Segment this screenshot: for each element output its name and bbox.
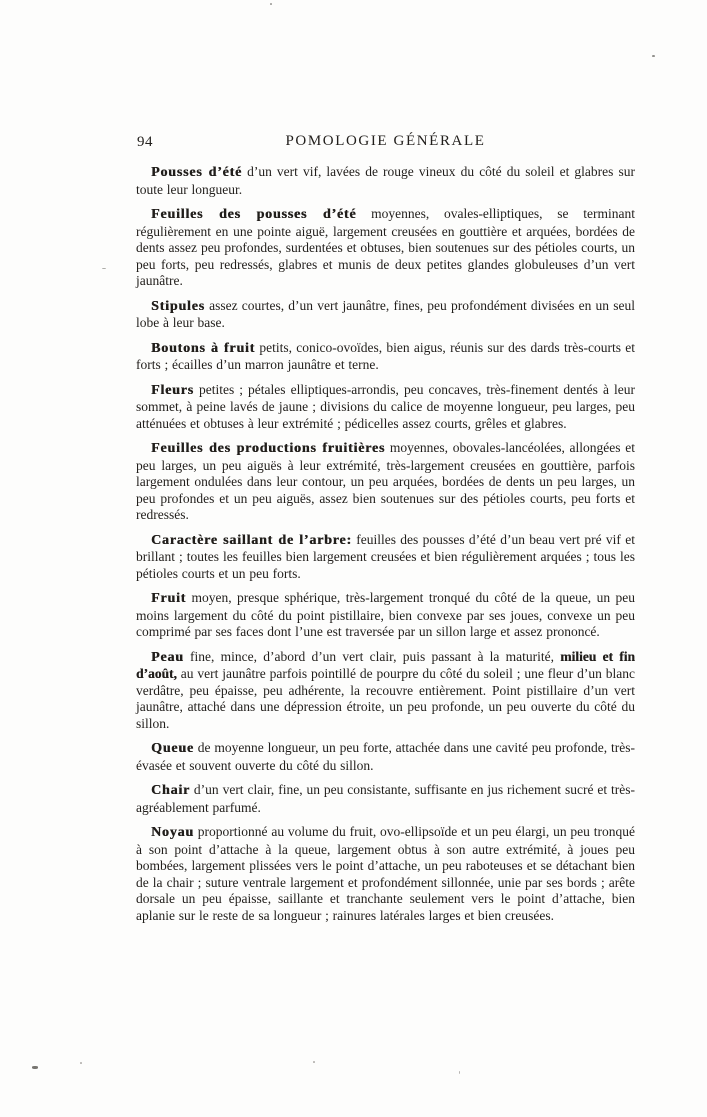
paragraph-lead: Chair <box>151 783 190 798</box>
scan-speck <box>652 55 655 57</box>
paragraph-text: milieu et fin d’août, <box>136 648 635 681</box>
paragraph <box>136 782 635 816</box>
paragraph-text: petites ; pétales elliptiques-arrondis, peu concaves, très-finement dentés à leur sommet, à peine lavés de jaune ; divisions du calice de moyenne longueur, peu larges, peu atténuées et obtuses à leur extrémité ; pédicelles assez courts, grêles et glabres. <box>136 381 635 431</box>
paragraph-text: fine, mince, d’abord d’un vert clair, puis passant à la maturité, <box>183 648 561 664</box>
paragraph-lead: Stipules <box>151 298 205 314</box>
paragraph-lead: Boutons à fruit <box>151 340 256 356</box>
paragraph <box>136 590 635 641</box>
scan-speck <box>270 3 272 5</box>
page-number: 94 <box>137 134 153 150</box>
scan-speck <box>459 1071 460 1074</box>
paragraph <box>136 740 635 774</box>
paragraph-lead: Peau <box>151 649 184 665</box>
paragraph-lead: Feuilles des productions fruitières <box>151 441 386 456</box>
paragraph <box>136 206 635 290</box>
scan-speck <box>313 1061 315 1063</box>
paragraph <box>136 440 635 524</box>
paragraph-lead: Pousses d’été <box>151 165 243 180</box>
page-header <box>136 133 635 153</box>
paragraph-text: d’un vert clair, fine, un peu consistante, suffisante en jus richement sucré et très-agréablement parfumé. <box>136 782 635 815</box>
page-title: POMOLOGIE GÉNÉRALE <box>285 133 486 149</box>
scan-speck <box>102 268 106 269</box>
paragraph-text: d’un vert vif, lavées de rouge vineux du côté du soleil et glabres sur toute leur longueur. <box>136 164 635 197</box>
paragraph-text: feuilles des pousses d’été d’un beau vert pré vif et brillant ; toutes les feuilles bien largement creusées et bien régulièrement arquées ; tous les pétioles courts et un peu forts. <box>136 531 635 581</box>
paragraph-text: moyennes, ovales-elliptiques, se terminant régulièrement en une pointe aiguë, largement creusées en gouttière et arquées, bordées de dents assez peu profondes, surdentées et obtuses, bien soutenues sur des pétioles courts, un peu forts, peu redressés, glabres et munis de deux petites glandes globuleuses d’un vert jaunâtre. <box>136 206 635 288</box>
paragraph <box>136 382 635 433</box>
paragraph <box>136 824 635 924</box>
paragraph-text: petits, conico-ovoïdes, bien aigus, réunis sur des dards très-courts et forts ; écailles d’un marron jaunâtre et terne. <box>136 339 635 372</box>
paragraph <box>136 164 635 198</box>
paragraph <box>136 649 635 733</box>
paragraph-text: moyennes, obovales-lancéolées, allongées et peu larges, un peu aiguës à leur extrémité, très-largement creusées en gouttière, parfois largement ondulées dans leur contour, un peu arquées, bordées de dents un peu larges, un peu profondes et un peu aiguës, assez bien soutenues sur des pétioles courts, peu forts et redressés. <box>136 440 636 522</box>
paragraph-text: moyen, presque sphérique, très-largement tronqué du côté de la queue, un peu moins largement du côté du point pistillaire, bien convexe par ses joues, convexe un peu comprimé par ses faces dont l’une est traversée par un sillon large et assez prononcé. <box>136 590 635 639</box>
paragraph-text: de moyenne longueur, un peu forte, attachée dans une cavité peu profonde, très-évasée et souvent ouverte du côté du sillon. <box>136 740 635 773</box>
page-content <box>136 133 635 932</box>
scan-speck <box>80 1062 82 1064</box>
paragraph-text: au vert jaunâtre parfois pointillé de pourpre du côté du soleil ; une fleur d’un blanc verdâtre, peu épaisse, peu adhérente, la recouvre entièrement. Point pistillaire d’un vert jaunâtre, attaché dans une dépression étroite, un peu profonde, un peu ouverte du côté du sillon. <box>136 666 635 731</box>
page-body <box>136 164 635 924</box>
paragraph-lead: Fleurs <box>151 382 194 398</box>
paragraph-text: assez courtes, d’un vert jaunâtre, fines, peu profondément divisées en un seul lobe à leur base. <box>136 297 635 330</box>
scan-speck <box>32 1066 38 1069</box>
paragraph-lead: Noyau <box>151 825 194 840</box>
paragraph-lead: Caractère saillant de l’arbre: <box>151 532 352 548</box>
paragraph-lead: Queue <box>151 741 194 756</box>
paragraph <box>136 532 635 583</box>
paragraph-lead: Fruit <box>151 591 187 606</box>
paragraph-lead: Feuilles des pousses d’été <box>151 207 357 222</box>
paragraph <box>136 340 635 374</box>
paragraph <box>136 298 635 332</box>
paragraph-text: proportionné au volume du fruit, ovo-ellipsoïde et un peu élargi, un peu tronqué à son point d’attache à la queue, largement obtus à son autre extrémité, à joues peu bombées, largement plissées vers le point d’attache, un peu raboteuses et se détachant bien de la chair ; suture ventrale largement et profondément sillonnée, unie par ses bords ; arête dorsale un peu épaisse, saillante et tranchante seulement vers le point d’attache, bien aplanie sur le reste de sa longueur ; rainures latérales larges et bien creusées. <box>136 824 635 923</box>
